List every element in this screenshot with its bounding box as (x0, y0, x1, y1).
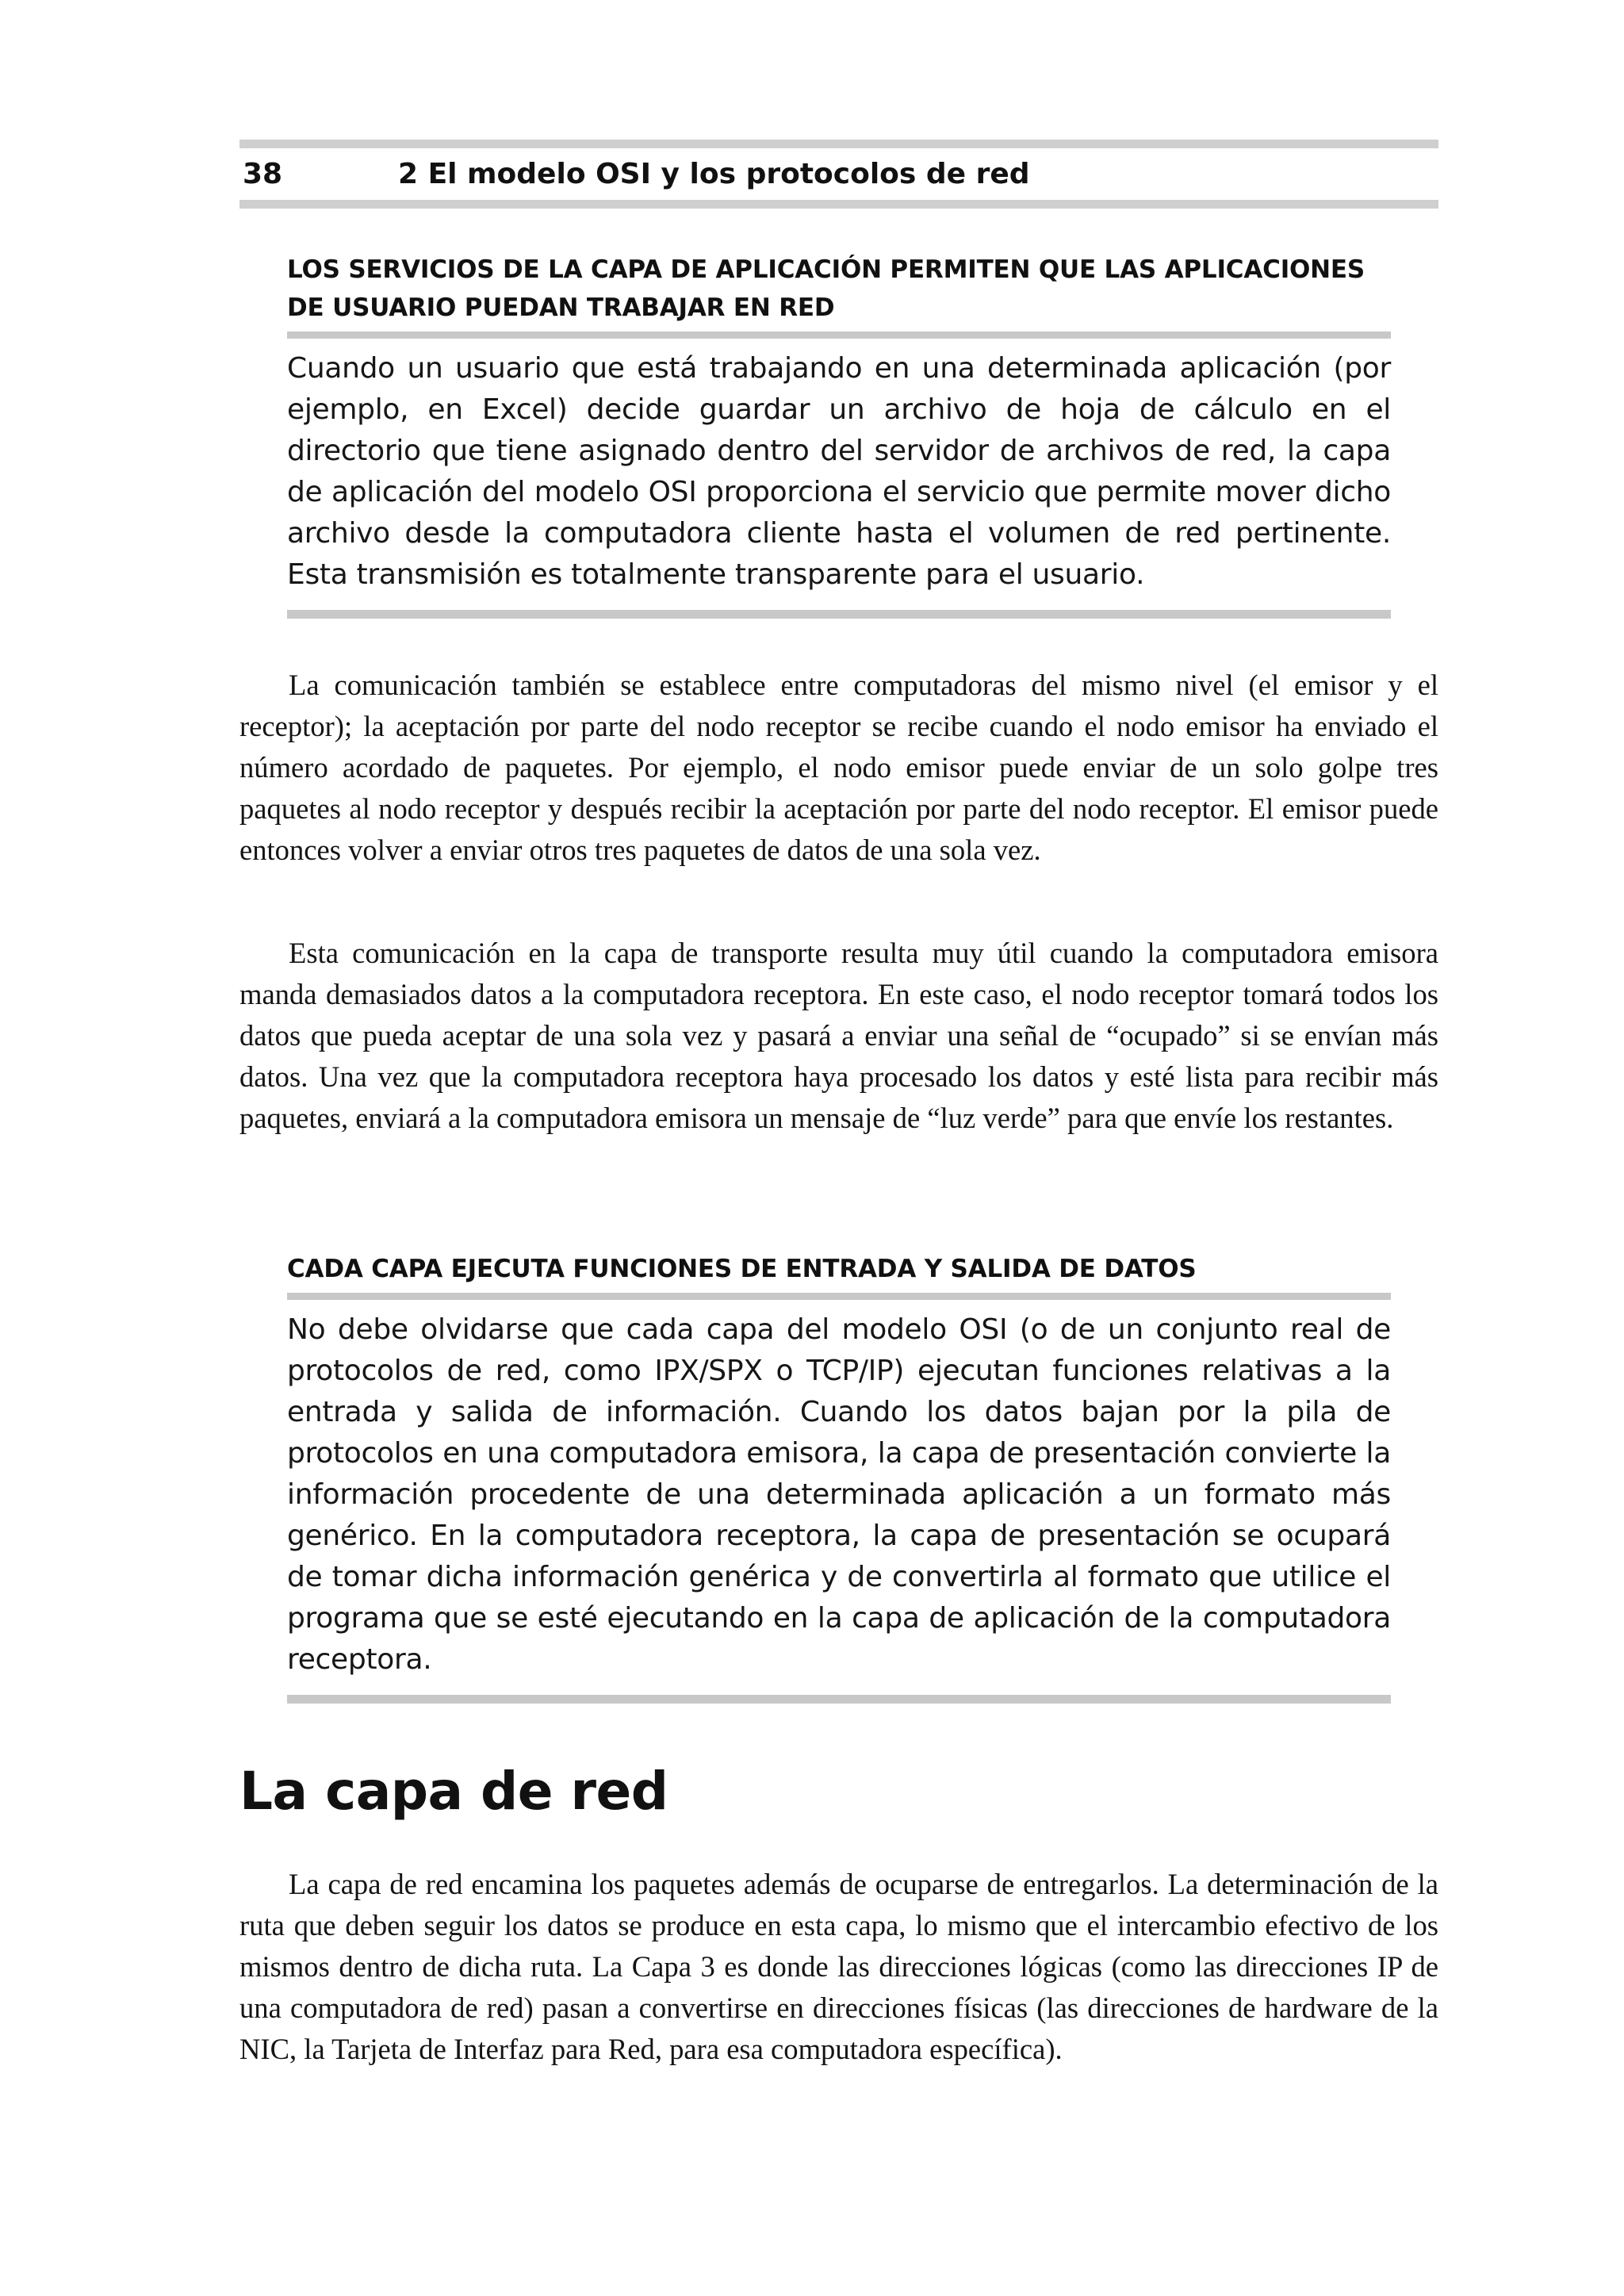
sidebar-note-application-services (287, 251, 1391, 619)
sidebar-note-text: No debe olvidarse que cada capa del modelo OSI (o de un conjunto real de protocolos de red, como IPX/SPX o TCP/IP) ejecutan funciones relativas a la entrada y salida de información. Cuando los datos bajan por la pila de protocolos en una computadora emisora, la capa de presentación convierte la información procedente de una determinada aplicación a un formato más genérico. En la computadora receptora, la capa de presentación se ocupará de tomar dicha información genérica y de convertirla al formato que utilice el programa que se esté ejecutando en la capa de aplicación de la computadora receptora. (287, 1300, 1391, 1704)
sidebar-note-title: LOS SERVICIOS DE LA CAPA DE APLICACIÓN PERMITEN QUE LAS APLICACIONES DE USUARIO PUEDAN TRABAJAR EN RED (287, 251, 1391, 339)
header-bottom-rule (239, 200, 1438, 209)
sidebar-note-input-output (287, 1250, 1391, 1704)
page-number: 38 (243, 158, 283, 190)
body-paragraph: La comunicación también se establece entre computadoras del mismo nivel (el emisor y el receptor); la aceptación por parte del nodo receptor se recibe cuando el nodo emisor ha enviado el número acordado de paquetes. Por ejemplo, el nodo emisor puede enviar de un solo golpe tres paquetes al nodo receptor y después recibir la aceptación por parte del nodo receptor. El emisor puede entonces volver a enviar otros tres paquetes de datos de una sola vez. (239, 669, 1438, 866)
running-header (239, 154, 1438, 195)
sidebar-note-text: Cuando un usuario que está trabajando en una determinada aplicación (por ejemplo, en Excel) decide guardar un archivo de hoja de cálculo en el directorio que tiene asignado dentro del servidor de archivos de red, la capa de aplicación del modelo OSI proporciona el servicio que permite mover dicho archivo desde la computadora cliente hasta el volumen de red pertinente. Esta transmisión es totalmente transparente para el usuario. (287, 339, 1391, 619)
section-heading: La capa de red (239, 1761, 668, 1822)
body-paragraph: Esta comunicación en la capa de transporte resulta muy útil cuando la computadora emisora manda demasiados datos a la computadora receptora. En este caso, el nodo receptor tomará todos los datos que pueda aceptar de una sola vez y pasará a enviar una señal de “ocupado” si se envían más datos. Una vez que la computadora receptora haya procesado los datos y esté lista para recibir más paquetes, enviará a la computadora emisora un mensaje de “luz verde” para que envíe los restantes. (239, 937, 1438, 1134)
sidebar-note-title: CADA CAPA EJECUTA FUNCIONES DE ENTRADA Y SALIDA DE DATOS (287, 1250, 1391, 1300)
section-paragraph: La capa de red encamina los paquetes además de ocuparse de entregarlos. La determinación de la ruta que deben seguir los datos se produce en esta capa, lo mismo que el intercambio efectivo de los mismos dentro de dicha ruta. La Capa 3 es donde las direcciones lógicas (como las direcciones IP de una computadora de red) pasan a convertirse en direcciones físicas (las direcciones de hardware de la NIC, la Tarjeta de Interfaz para Red, para esa computadora específica). (239, 1868, 1438, 2065)
header-top-rule (239, 140, 1438, 148)
chapter-title: 2 El modelo OSI y los protocolos de red (398, 158, 1030, 190)
